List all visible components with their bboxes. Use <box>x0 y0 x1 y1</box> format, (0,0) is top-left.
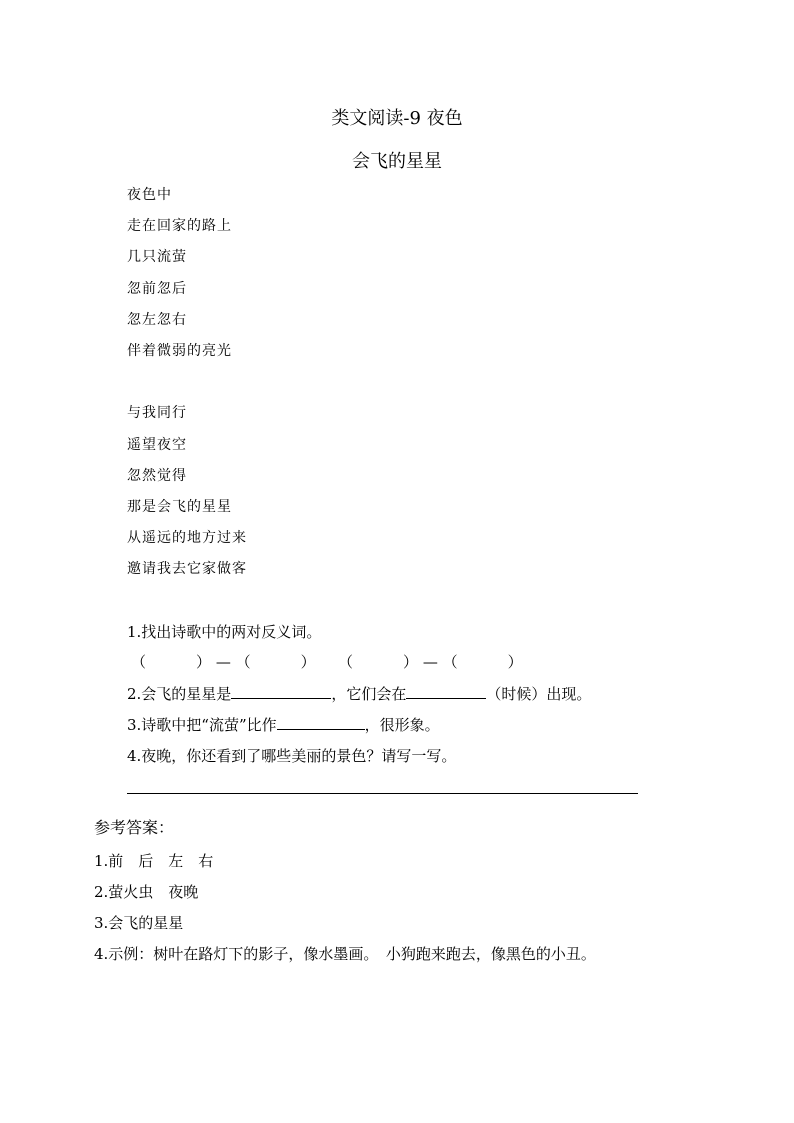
answers-heading: 参考答案： <box>94 818 175 837</box>
paren-close: ） <box>507 653 523 671</box>
poem-line: 几只流萤 <box>127 249 187 265</box>
question-2-part-b: ，它们会在 <box>331 685 407 703</box>
poem-line: 遥望夜空 <box>127 437 187 453</box>
poem-line: 夜色中 <box>127 187 172 203</box>
antonym-pair-1 <box>131 651 316 672</box>
question-2-part-a: 2.会飞的星星是 <box>127 685 232 703</box>
paren-open: （ <box>442 653 458 671</box>
answer-blank[interactable] <box>277 715 365 730</box>
poem-line: 忽前忽后 <box>127 281 187 297</box>
question-3 <box>127 714 440 735</box>
paren-close: ） <box>403 653 419 671</box>
poem-line: 那是会飞的星星 <box>127 499 232 515</box>
poem-line: 与我同行 <box>127 405 187 421</box>
paren-open: （ <box>338 653 354 671</box>
question-1: 1.找出诗歌中的两对反义词。 <box>127 623 322 641</box>
question-2 <box>127 683 591 704</box>
poem-line: 忽然觉得 <box>127 468 187 484</box>
answer-2: 2.萤火虫 夜晚 <box>94 883 199 901</box>
answer-4: 4.示例：树叶在路灯下的影子，像水墨画。 小狗跑来跑去，像黑色的小丑。 <box>94 945 596 963</box>
poem-line: 走在回家的路上 <box>127 218 232 234</box>
question-3-part-b: ，很形象。 <box>364 716 440 734</box>
answer-writing-line[interactable] <box>127 793 638 794</box>
answer-1: 1.前 后 左 右 <box>94 852 214 870</box>
paren-open: （ <box>131 653 147 671</box>
question-4: 4.夜晚，你还看到了哪些美丽的景色？请写一写。 <box>127 747 457 765</box>
answer-blank[interactable] <box>231 684 331 699</box>
paren-close: ） <box>196 653 212 671</box>
question-2-part-c: （时候）出现。 <box>486 685 592 703</box>
answer-blank[interactable] <box>406 684 486 699</box>
poem-line: 从遥远的地方过来 <box>127 530 247 546</box>
dash: — <box>422 653 438 671</box>
poem-line: 邀请我去它家做客 <box>127 561 247 577</box>
paren-open: （ <box>235 653 251 671</box>
question-3-part-a: 3.诗歌中把“流萤”比作 <box>127 716 277 734</box>
poem-line: 伴着微弱的亮光 <box>127 343 232 359</box>
antonym-pair-2 <box>338 651 523 672</box>
poem-title: 会飞的星星 <box>352 151 442 172</box>
page-title: 类文阅读-9 夜色 <box>331 108 463 129</box>
dash: — <box>215 653 231 671</box>
poem-line: 忽左忽右 <box>127 312 187 328</box>
answer-3: 3.会飞的星星 <box>94 914 184 932</box>
paren-close: ） <box>300 653 316 671</box>
